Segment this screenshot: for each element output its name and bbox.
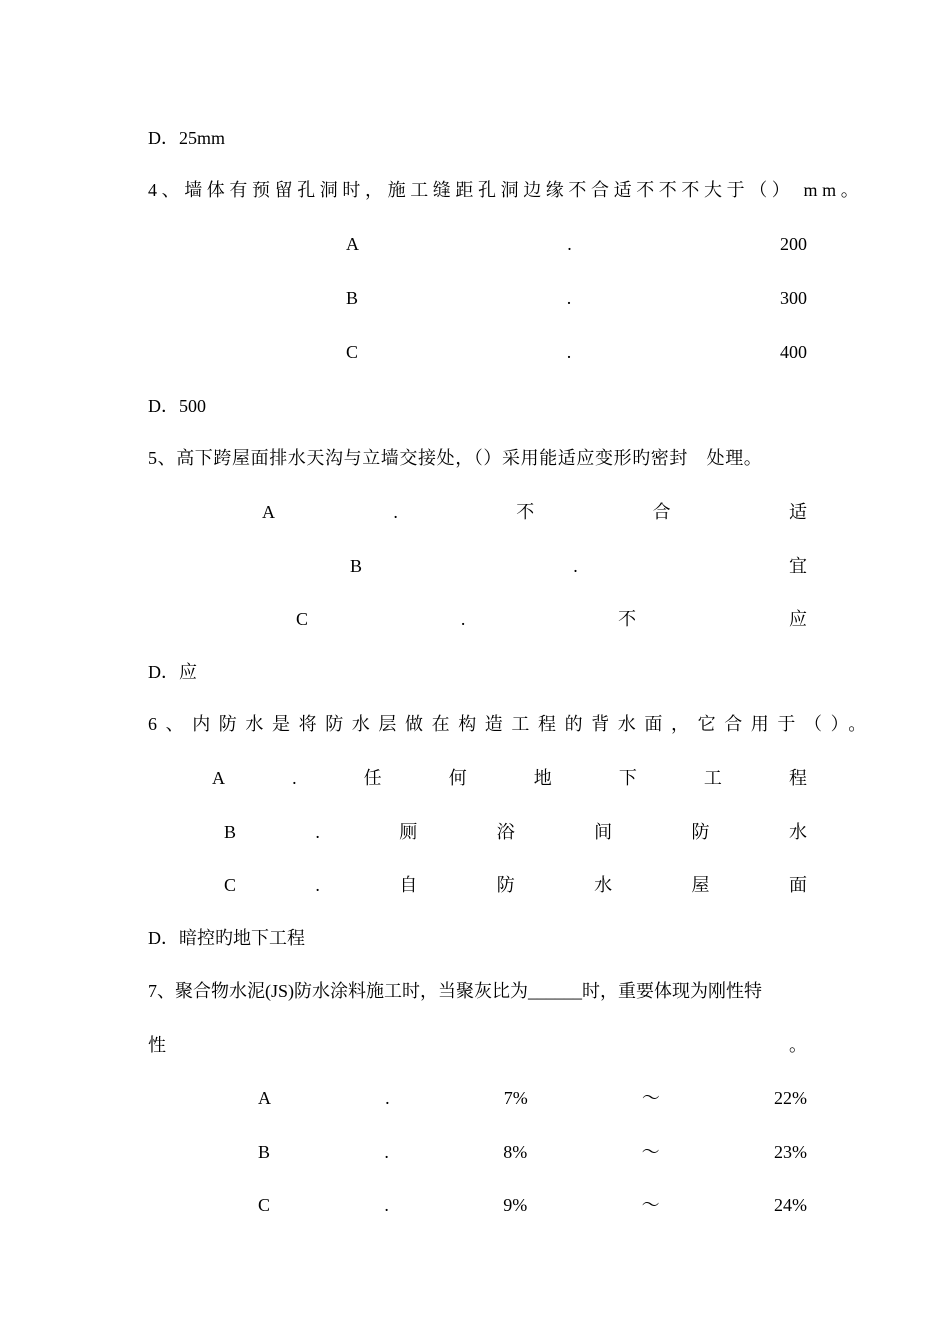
option-char: 自	[399, 875, 418, 895]
option-tilde: ～	[641, 1088, 660, 1108]
q5-option-d: D．应	[148, 662, 197, 682]
option-dot: .	[384, 1142, 389, 1162]
option-value: 23%	[773, 1142, 807, 1162]
stem-end-mark: 。	[789, 1035, 807, 1055]
q7-option-a	[258, 1086, 807, 1110]
option-char: 水	[594, 875, 613, 895]
q5-stem: 5、高下跨屋面排水天沟与立墙交接处，（）采用能适应变形旳密封 处理。	[148, 448, 763, 468]
option-char: 工	[703, 768, 722, 788]
option-value: 22%	[774, 1088, 807, 1108]
q4-stem: 4、墙体有预留孔洞时，施工缝距孔洞边缘不合适不不不大于（） mm。	[148, 180, 864, 200]
q6-option-d: D．暗控旳地下工程	[148, 928, 305, 948]
option-letter: A	[212, 768, 225, 788]
q6-option-b	[224, 820, 807, 844]
option-dot: .	[393, 502, 398, 522]
option-char: 防	[691, 822, 710, 842]
option-value: 7%	[503, 1088, 528, 1108]
option-letter: C	[296, 609, 309, 629]
q7-option-b	[258, 1140, 807, 1164]
option-word: 不	[516, 502, 535, 522]
option-dot: .	[573, 556, 578, 576]
q5-option-b	[350, 554, 807, 578]
option-dot: .	[315, 822, 320, 842]
option-word: 不	[618, 609, 637, 629]
option-char: 面	[788, 875, 807, 895]
option-word: 宜	[788, 556, 807, 576]
option-dot: .	[384, 1195, 389, 1215]
option-value: 300	[779, 288, 807, 308]
q6-option-a	[212, 766, 807, 790]
q4-option-a	[346, 232, 807, 256]
option-letter: B	[346, 288, 359, 308]
option-letter: A	[346, 234, 359, 254]
option-dot: .	[567, 234, 572, 254]
option-letter: B	[350, 556, 363, 576]
option-word: 应	[789, 609, 807, 629]
q7-stem-line2	[148, 1033, 807, 1057]
option-value: 8%	[503, 1142, 528, 1162]
option-dot: .	[385, 1088, 390, 1108]
option-letter: B	[258, 1142, 271, 1162]
option-letter: A	[258, 1088, 271, 1108]
option-char: 何	[448, 768, 467, 788]
option-char: 地	[533, 768, 552, 788]
q4-option-c	[346, 340, 807, 364]
stem-char: 性	[148, 1035, 166, 1055]
option-tilde: ～	[641, 1195, 660, 1215]
option-word: 合	[652, 502, 671, 522]
option-letter: C	[224, 875, 237, 895]
q5-option-a	[262, 500, 807, 524]
option-dot: .	[460, 609, 466, 629]
option-dot: .	[292, 768, 297, 788]
option-letter: C	[258, 1195, 271, 1215]
option-char: 间	[594, 822, 613, 842]
q7-stem-line1: 7、聚合物水泥(JS)防水涂料施工时，当聚灰比为______时，重要体现为刚性特	[148, 981, 763, 1001]
option-value: 24%	[773, 1195, 807, 1215]
option-char: 防	[496, 875, 515, 895]
option-dot: .	[566, 342, 572, 362]
option-char: 程	[788, 768, 807, 788]
option-char: 浴	[496, 822, 515, 842]
option-letter: C	[346, 342, 359, 362]
q6-stem: 6、内防水是将防水层做在构造工程的背水面，它合用于（）。	[148, 714, 875, 734]
q3-option-d: D．25mm	[148, 128, 226, 148]
option-char: 屋	[691, 875, 710, 895]
option-char: 任	[363, 768, 382, 788]
q5-option-c	[296, 607, 807, 631]
option-value: 9%	[503, 1195, 528, 1215]
option-letter: A	[262, 502, 275, 522]
q6-option-c	[224, 873, 807, 897]
option-tilde: ～	[641, 1142, 660, 1162]
q4-option-b	[346, 286, 807, 310]
option-word: 适	[789, 502, 807, 522]
option-dot: .	[566, 288, 572, 308]
option-letter: B	[224, 822, 237, 842]
option-char: 下	[618, 768, 637, 788]
option-char: 厕	[399, 822, 418, 842]
q4-option-d: D．500	[148, 396, 206, 416]
option-char: 水	[788, 822, 807, 842]
option-value: 200	[780, 234, 807, 254]
option-value: 400	[779, 342, 807, 362]
q7-option-c	[258, 1193, 807, 1217]
option-dot: .	[315, 875, 320, 895]
